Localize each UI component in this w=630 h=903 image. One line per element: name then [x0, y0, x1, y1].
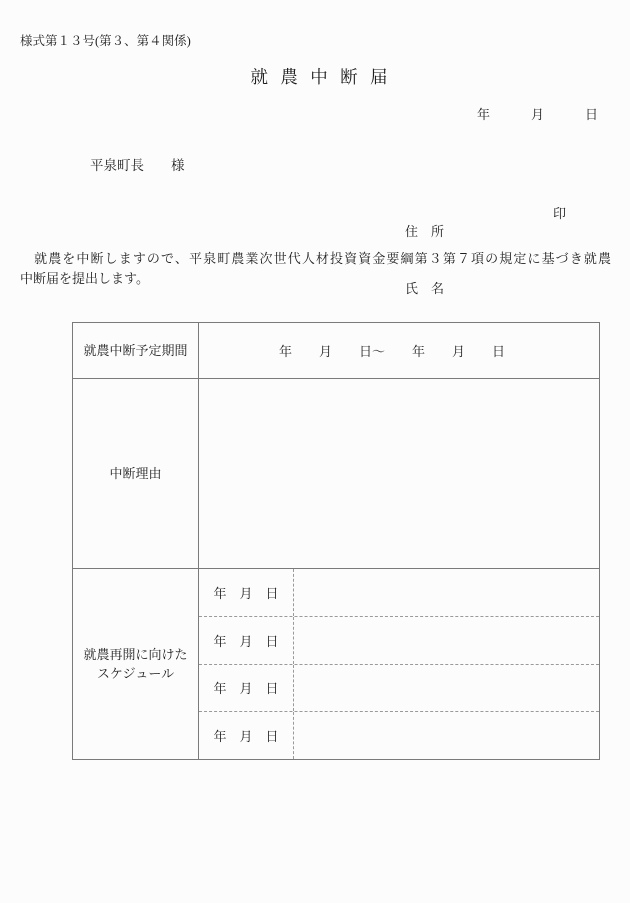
schedule-content-cell — [294, 617, 599, 664]
schedule-subrow — [199, 712, 599, 759]
reason-row — [73, 379, 599, 569]
period-row — [73, 323, 599, 379]
schedule-date-cell: 年 月 日 — [199, 712, 294, 759]
schedule-label — [73, 569, 199, 759]
schedule-content-cell — [294, 665, 599, 712]
schedule-date-cell: 年 月 日 — [199, 569, 294, 616]
schedule-label-line1: 就農再開に向けた — [83, 647, 188, 662]
form-number: 様式第１３号(第３、第４関係) — [20, 34, 191, 48]
period-month-to: 月 — [452, 344, 466, 359]
reason-content-cell — [199, 379, 599, 568]
schedule-subrow — [199, 569, 599, 617]
body-line-1: 就農を中断しますので、平泉町農業次世代人材投資資金要綱第３第７項の規定に基づき就農 — [20, 251, 611, 266]
schedule-content-cell — [294, 569, 599, 616]
reason-label: 中断理由 — [73, 379, 199, 568]
schedule-date-cell: 年 月 日 — [199, 665, 294, 712]
period-month-from: 月 — [318, 344, 332, 359]
schedule-subrows — [199, 569, 599, 759]
body-paragraph — [20, 249, 611, 288]
period-day-to: 日 — [492, 344, 506, 359]
address-label: 住 所 — [405, 224, 445, 239]
period-year-from: 年 — [278, 344, 292, 359]
schedule-subrow — [199, 665, 599, 713]
seal-label: 印 — [553, 206, 567, 221]
body-line-2: 中断届を提出します。 — [20, 270, 149, 286]
schedule-subrow — [199, 617, 599, 665]
schedule-row — [73, 569, 599, 759]
period-day-from: 日～ — [358, 344, 385, 359]
day-label: 日 — [585, 107, 599, 122]
addressee: 平泉町長 様 — [90, 158, 185, 173]
schedule-date-cell: 年 月 日 — [199, 617, 294, 664]
interruption-form-table — [72, 322, 600, 760]
submission-date-line — [477, 104, 598, 123]
document-title: 就 農 中 断 届 — [250, 67, 392, 87]
schedule-label-line2: スケジュール — [96, 666, 175, 681]
period-year-to: 年 — [412, 344, 426, 359]
month-label: 月 — [531, 107, 545, 122]
period-value-cell — [199, 323, 599, 378]
name-label: 氏 名 — [405, 281, 445, 296]
year-label: 年 — [477, 107, 491, 122]
period-label: 就農中断予定期間 — [73, 323, 199, 378]
schedule-content-cell — [294, 712, 599, 759]
